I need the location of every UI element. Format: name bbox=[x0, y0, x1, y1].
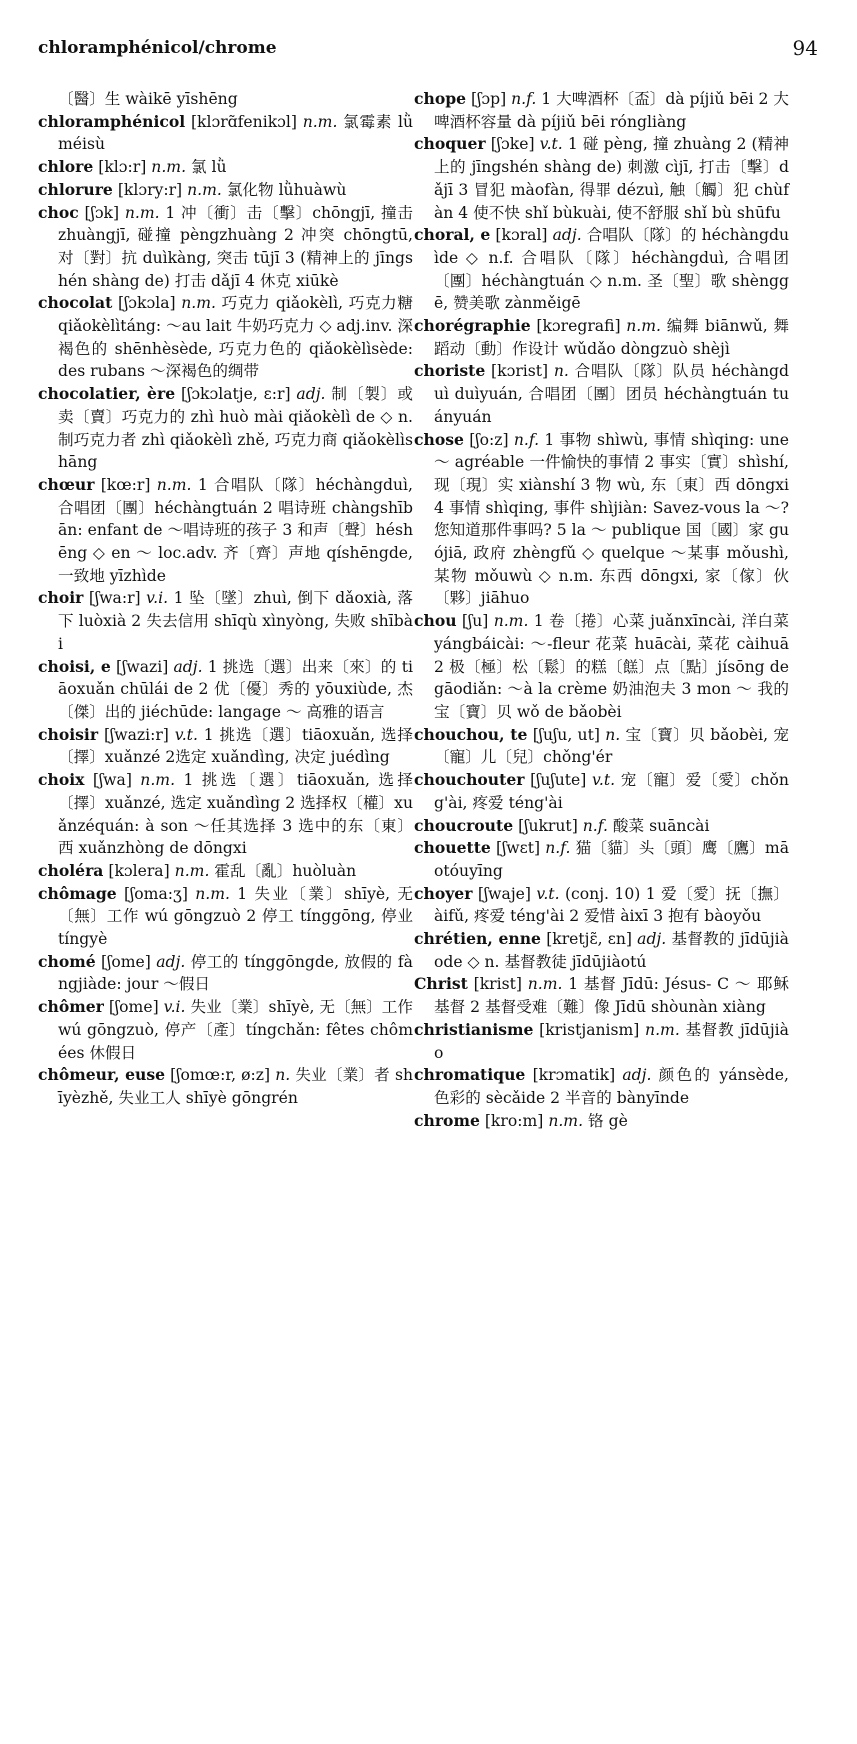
definition: 1 合唱队〔隊〕héchàngduì, 合唱团〔團〕héchàngtuán 2 唱诗班 chàngshībān: enfant de ～唱诗班的孩子 3 和声〔聲〕héshēng ◇ en ～ loc.adv. 齐〔齊〕声地 qíshēngde, 一致地 yīzhìde bbox=[58, 475, 413, 585]
headword: chocolat bbox=[38, 293, 113, 313]
definition: 1 卷〔捲〕心菜 juǎnxīncài, 洋白菜 yángbáicài: ～-fleur 花菜 huācài, 菜花 càihuā 2 极〔極〕松〔鬆〕的糕〔餻〕点〔點〕jísōng de gāodiǎn: ～à la crème 奶油泡夫 3 mon ～ 我的宝〔寶〕贝 wǒ de bǎobèi bbox=[434, 612, 789, 721]
dictionary-entry bbox=[38, 883, 413, 951]
part-of-speech: n.f. bbox=[511, 90, 537, 108]
headword: Christ bbox=[414, 974, 468, 994]
definition: 1 基督 Jīdū: Jésus- C ～ 耶稣基督 2 基督受难〔難〕像 Jīdū shòunàn xiàng bbox=[434, 975, 789, 1017]
definition: 基督教 jīdūjiào bbox=[434, 1020, 789, 1062]
definition: 〔醫〕生 wàikē yīshēng bbox=[58, 90, 238, 108]
definition: 合唱队〔隊〕队员 héchàngduì duìyuán, 合唱团〔團〕团员 héchàngtuán tuányuán bbox=[434, 362, 789, 426]
headword: chomé bbox=[38, 951, 96, 971]
headword: chlorure bbox=[38, 179, 113, 199]
headword: chope bbox=[414, 89, 467, 108]
part-of-speech: n.m. bbox=[156, 475, 192, 494]
part-of-speech: adj. bbox=[622, 1066, 652, 1085]
pronunciation: [kɔlera] bbox=[108, 861, 170, 880]
dictionary-entry bbox=[38, 292, 413, 383]
pronunciation: [ʃwazi] bbox=[116, 657, 169, 676]
part-of-speech: n.m. bbox=[527, 975, 563, 994]
dictionary-entry bbox=[38, 1064, 413, 1109]
headword: choisi, e bbox=[38, 656, 111, 676]
dictionary-entry bbox=[38, 202, 413, 293]
dictionary-entry bbox=[414, 837, 789, 882]
headword: chloramphénicol bbox=[38, 111, 186, 131]
pronunciation: [kretjɛ̃, ɛn] bbox=[546, 930, 632, 949]
headword: christianisme bbox=[414, 1019, 534, 1039]
pronunciation: [ʃɔke] bbox=[490, 135, 535, 154]
definition: 铬 gè bbox=[588, 1111, 628, 1130]
definition: (conj. 10) 1 爱〔愛〕抚〔撫〕àifǔ, 疼爱 téng'ài 2 爱惜 àixī 3 抱有 bàoyǒu bbox=[434, 884, 789, 926]
headword: choyer bbox=[414, 883, 473, 903]
headword: choriste bbox=[414, 361, 486, 381]
pronunciation: [ʃomœ:r, ø:z] bbox=[170, 1066, 271, 1085]
pronunciation: [klɔry:r] bbox=[117, 180, 183, 199]
headword: choix bbox=[38, 770, 85, 790]
headword: choisir bbox=[38, 724, 99, 744]
headword: choral, e bbox=[414, 225, 491, 245]
headword: chouette bbox=[414, 838, 491, 858]
definition: 基督教的 jīdūjiàode ◇ n. 基督教徒 jīdūjiàotú bbox=[434, 930, 789, 971]
definition: 酸菜 suāncài bbox=[612, 816, 710, 835]
part-of-speech: n.m. bbox=[181, 294, 216, 313]
left-column bbox=[38, 88, 413, 1110]
part-of-speech: n. bbox=[605, 725, 621, 744]
dictionary-entry bbox=[38, 383, 413, 474]
pronunciation: [kristjanism] bbox=[539, 1020, 640, 1039]
headword: chocolatier, ère bbox=[38, 384, 176, 404]
definition: 宠〔寵〕爱〔愛〕chǒng'ài, 疼爱 téng'ài bbox=[434, 771, 789, 812]
pronunciation: [kɔral] bbox=[495, 226, 548, 245]
part-of-speech: n.m. bbox=[195, 884, 230, 903]
part-of-speech: v.t. bbox=[174, 725, 198, 744]
pronunciation: [ʃuʃute] bbox=[530, 771, 587, 790]
dictionary-entry bbox=[38, 179, 413, 202]
definition: 1 事物 shìwù, 事情 shìqing: une ～ agréable 一件愉快的事情 2 事实〔實〕shìshí, 现〔現〕实 xiànshí 3 物 wù, 东〔東〕西 dōngxi 4 事情 shìqing, 事件 shìjiàn: Savez-vous la ～? 您知道那件事吗? 5 la ～ publique 国〔國〕家 guójiā, 政府 zhèngfǔ ◇ quelque ～某事 mǒushì, 某物 mǒuwù ◇ n.m. 东西 dōngxi, 家〔傢〕伙〔夥〕jiāhuo bbox=[434, 430, 789, 608]
part-of-speech: n.f. bbox=[582, 816, 608, 835]
part-of-speech: n.m. bbox=[493, 612, 529, 631]
part-of-speech: n.m. bbox=[124, 203, 160, 222]
dictionary-entry bbox=[414, 224, 789, 315]
part-of-speech: v.i. bbox=[146, 589, 169, 608]
headword: chœur bbox=[38, 474, 95, 494]
headword: chlore bbox=[38, 157, 94, 177]
definition: 氯化物 lǜhuàwù bbox=[226, 180, 347, 199]
dictionary-entry bbox=[414, 1064, 789, 1109]
definition: 霍乱〔亂〕huòluàn bbox=[214, 861, 357, 880]
dictionary-entry bbox=[414, 973, 789, 1018]
pronunciation: [kœ:r] bbox=[100, 475, 151, 494]
part-of-speech: adj. bbox=[296, 385, 326, 404]
headword: chose bbox=[414, 429, 464, 449]
part-of-speech: n. bbox=[275, 1066, 291, 1085]
part-of-speech: n.m. bbox=[151, 158, 187, 177]
dictionary-entry bbox=[414, 610, 789, 724]
pronunciation: [krist] bbox=[473, 975, 522, 994]
definition: 编舞 biānwǔ, 舞蹈动〔動〕作设计 wǔdǎo dòngzuò shèjì bbox=[434, 317, 789, 358]
part-of-speech: n.m. bbox=[645, 1020, 680, 1039]
headword: choquer bbox=[414, 134, 486, 154]
dictionary-entry bbox=[38, 996, 413, 1064]
dictionary-entry bbox=[414, 360, 789, 428]
part-of-speech: v.i. bbox=[163, 998, 186, 1017]
definition: 1 失业〔業〕shīyè, 无〔無〕工作 wú gōngzuò 2 停工 tínggōng, 停业 tíngyè bbox=[58, 884, 413, 949]
part-of-speech: v.t. bbox=[591, 771, 616, 790]
part-of-speech: adj. bbox=[552, 226, 582, 245]
part-of-speech: v.t. bbox=[536, 884, 560, 903]
dictionary-entry bbox=[38, 587, 413, 655]
dictionary-entry bbox=[38, 951, 413, 996]
dictionary-entry bbox=[414, 883, 789, 928]
definition: 氯 lǜ bbox=[191, 158, 227, 177]
right-column bbox=[414, 88, 789, 1132]
pronunciation: [ʃɔkɔlatje, ɛ:r] bbox=[181, 385, 291, 404]
pronunciation: [ʃukrut] bbox=[518, 816, 578, 835]
pronunciation: [ʃuʃu, ut] bbox=[532, 725, 600, 744]
dictionary-entry bbox=[38, 769, 413, 860]
dictionary-entry bbox=[38, 860, 413, 883]
pronunciation: [kɔregrafi] bbox=[536, 317, 621, 336]
dictionary-entry bbox=[414, 928, 789, 973]
page-number: 94 bbox=[792, 36, 818, 60]
definition: 失业〔業〕shīyè, 无〔無〕工作 wú gōngzuò, 停产〔產〕tíngchǎn: fêtes chômées 休假日 bbox=[58, 998, 413, 1062]
part-of-speech: n.m. bbox=[548, 1111, 584, 1130]
part-of-speech: n.m. bbox=[174, 861, 210, 880]
dictionary-entry bbox=[38, 111, 413, 156]
pronunciation: [ʃome] bbox=[108, 998, 159, 1017]
definition: 合唱队〔隊〕的 héchàngduìde ◇ n.f. 合唱队〔隊〕héchàngduì, 合唱团〔團〕héchàngtuán ◇ n.m. 圣〔聖〕歌 shènggē, 赞美歌 zànměigē bbox=[434, 226, 789, 313]
part-of-speech: v.t. bbox=[539, 135, 563, 154]
headword: choir bbox=[38, 588, 84, 608]
part-of-speech: n.m. bbox=[187, 180, 222, 199]
part-of-speech: n.m. bbox=[140, 771, 176, 790]
definition: 1 挑选〔選〕tiāoxuǎn, 选择〔擇〕xuǎnzé, 选定 xuǎndìng 2 选择权〔權〕xuǎnzéquán: à son ～任其选择 3 选中的东〔東〕西 xuǎnzhòng de dōngxi bbox=[58, 771, 413, 858]
headword: choc bbox=[38, 202, 79, 222]
pronunciation: [ʃɔk] bbox=[84, 203, 120, 222]
definition: 1 冲〔衝〕击〔擊〕chōngjī, 撞击 zhuàngjī, 碰撞 pèngzhuàng 2 冲突 chōngtū, 对〔對〕抗 duìkàng, 突击 tūjī 3 (精神上的 jīngshén shàng de) 打击 dǎjī 4 休克 xiūkè bbox=[58, 203, 413, 290]
pronunciation: [ʃwaje] bbox=[477, 884, 531, 903]
definition: 1 碰 pèng, 撞 zhuàng 2 (精神上的 jīngshén shàng de) 刺激 cìjī, 打击〔擊〕dǎjī 3 冒犯 màofàn, 得罪 dézuì, 触〔觸〕犯 chùfàn 4 使不快 shǐ bùkuài, 使不舒服 shǐ bù shūfu bbox=[434, 135, 789, 222]
part-of-speech: n.f. bbox=[513, 430, 540, 449]
pronunciation: [klɔ:r] bbox=[98, 158, 147, 177]
dictionary-entry bbox=[414, 315, 789, 360]
part-of-speech: n.f. bbox=[545, 839, 571, 858]
page-header bbox=[38, 38, 818, 68]
dictionary-entry bbox=[414, 769, 789, 814]
dictionary-entry bbox=[414, 1019, 789, 1064]
part-of-speech: n.m. bbox=[626, 317, 662, 336]
dictionary-entry bbox=[414, 88, 789, 133]
definition: 1 挑选〔選〕出来〔來〕的 tiāoxuǎn chūlái de 2 优〔優〕秀的 yōuxiùde, 杰〔傑〕出的 jiéchūde: langage ～ 高雅的语言 bbox=[58, 657, 413, 721]
pronunciation: [ʃwazi:r] bbox=[103, 725, 169, 744]
running-head: chloramphénicol/chrome bbox=[38, 38, 277, 58]
headword: chrétien, enne bbox=[414, 929, 541, 949]
pronunciation: [ʃɔkɔla] bbox=[117, 294, 176, 313]
definition: 1 坠〔墜〕zhuì, 倒下 dǎoxià, 落下 luòxià 2 失去信用 shīqù xìnyòng, 失败 shībài bbox=[58, 589, 413, 653]
headword: choucroute bbox=[414, 815, 514, 835]
headword: chouchouter bbox=[414, 770, 525, 790]
pronunciation: [ʃu] bbox=[461, 612, 489, 631]
headword: chômer bbox=[38, 997, 104, 1017]
definition: 1 大啤酒杯〔盃〕dà píjiǔ bēi 2 大啤酒杯容量 dà píjiǔ bēi róngliàng bbox=[434, 90, 789, 131]
pronunciation: [ʃo:z] bbox=[469, 430, 509, 449]
pronunciation: [ʃwa] bbox=[92, 771, 132, 790]
pronunciation: [krɔmatik] bbox=[532, 1066, 616, 1085]
part-of-speech: adj. bbox=[156, 952, 186, 971]
definition: 1 挑选〔選〕tiāoxuǎn, 选择〔擇〕xuǎnzé 2选定 xuǎndìng, 决定 juédìng bbox=[58, 725, 413, 767]
headword: chorégraphie bbox=[414, 316, 531, 336]
headword: chômeur, euse bbox=[38, 1065, 166, 1085]
dictionary-entry bbox=[414, 429, 789, 611]
definition: 颜色的 yánsède, 色彩的 sècǎide 2 半音的 bànyīnde bbox=[434, 1066, 789, 1107]
definition: 停工的 tínggōngde, 放假的 fàngjiàde: jour ～假日 bbox=[58, 952, 413, 994]
definition: 宝〔寶〕贝 bǎobèi, 宠〔寵〕儿〔兒〕chǒng'ér bbox=[434, 725, 789, 767]
definition: 猫〔貓〕头〔頭〕鹰〔鷹〕māotóuyīng bbox=[434, 839, 789, 880]
headword: chromatique bbox=[414, 1065, 526, 1085]
pronunciation: [kro:m] bbox=[484, 1111, 544, 1130]
headword: chou bbox=[414, 611, 457, 631]
pronunciation: [ʃwa:r] bbox=[88, 589, 141, 608]
definition: 氯霉素 lǜméisù bbox=[58, 112, 413, 154]
pronunciation: [ʃome] bbox=[101, 952, 151, 971]
pronunciation: [ʃwɛt] bbox=[495, 839, 541, 858]
dictionary-entry bbox=[38, 724, 413, 769]
pronunciation: [klɔrɑ̃fenikɔl] bbox=[190, 112, 297, 131]
dictionary-entry bbox=[414, 815, 789, 838]
headword: chômage bbox=[38, 883, 117, 903]
part-of-speech: n. bbox=[553, 362, 569, 381]
pronunciation: [ʃɔp] bbox=[471, 90, 507, 108]
dictionary-entry bbox=[414, 1110, 789, 1133]
dictionary-entry bbox=[414, 133, 789, 224]
dictionary-entry bbox=[38, 156, 413, 179]
pronunciation: [kɔrist] bbox=[491, 362, 549, 381]
dictionary-entry bbox=[414, 724, 789, 769]
dictionary-entry bbox=[38, 88, 413, 111]
pronunciation: [ʃoma:ʒ] bbox=[123, 884, 188, 903]
part-of-speech: n.m. bbox=[302, 112, 338, 131]
part-of-speech: adj. bbox=[637, 930, 667, 949]
headword: chouchou, te bbox=[414, 724, 528, 744]
definition: 制〔製〕或卖〔賣〕巧克力的 zhì huò mài qiǎokèlì de ◇ n. 制巧克力者 zhì qiǎokèlì zhě, 巧克力商 qiǎokèlìshāng bbox=[58, 385, 413, 472]
part-of-speech: adj. bbox=[173, 657, 203, 676]
definition: 巧克力 qiǎokèlì, 巧克力糖 qiǎokèlìtáng: ～au lait 牛奶巧克力 ◇ adj.inv. 深褐色的 shēnhèsède, 巧克力色的 qiǎokèlìsède: des rubans ～深褐色的绸带 bbox=[58, 294, 413, 381]
headword: chrome bbox=[414, 1110, 480, 1130]
dictionary-entry bbox=[38, 474, 413, 588]
headword: choléra bbox=[38, 860, 104, 880]
dictionary-entry bbox=[38, 656, 413, 724]
definition: 失业〔業〕者 shīyèzhě, 失业工人 shīyè gōngrén bbox=[58, 1066, 413, 1107]
